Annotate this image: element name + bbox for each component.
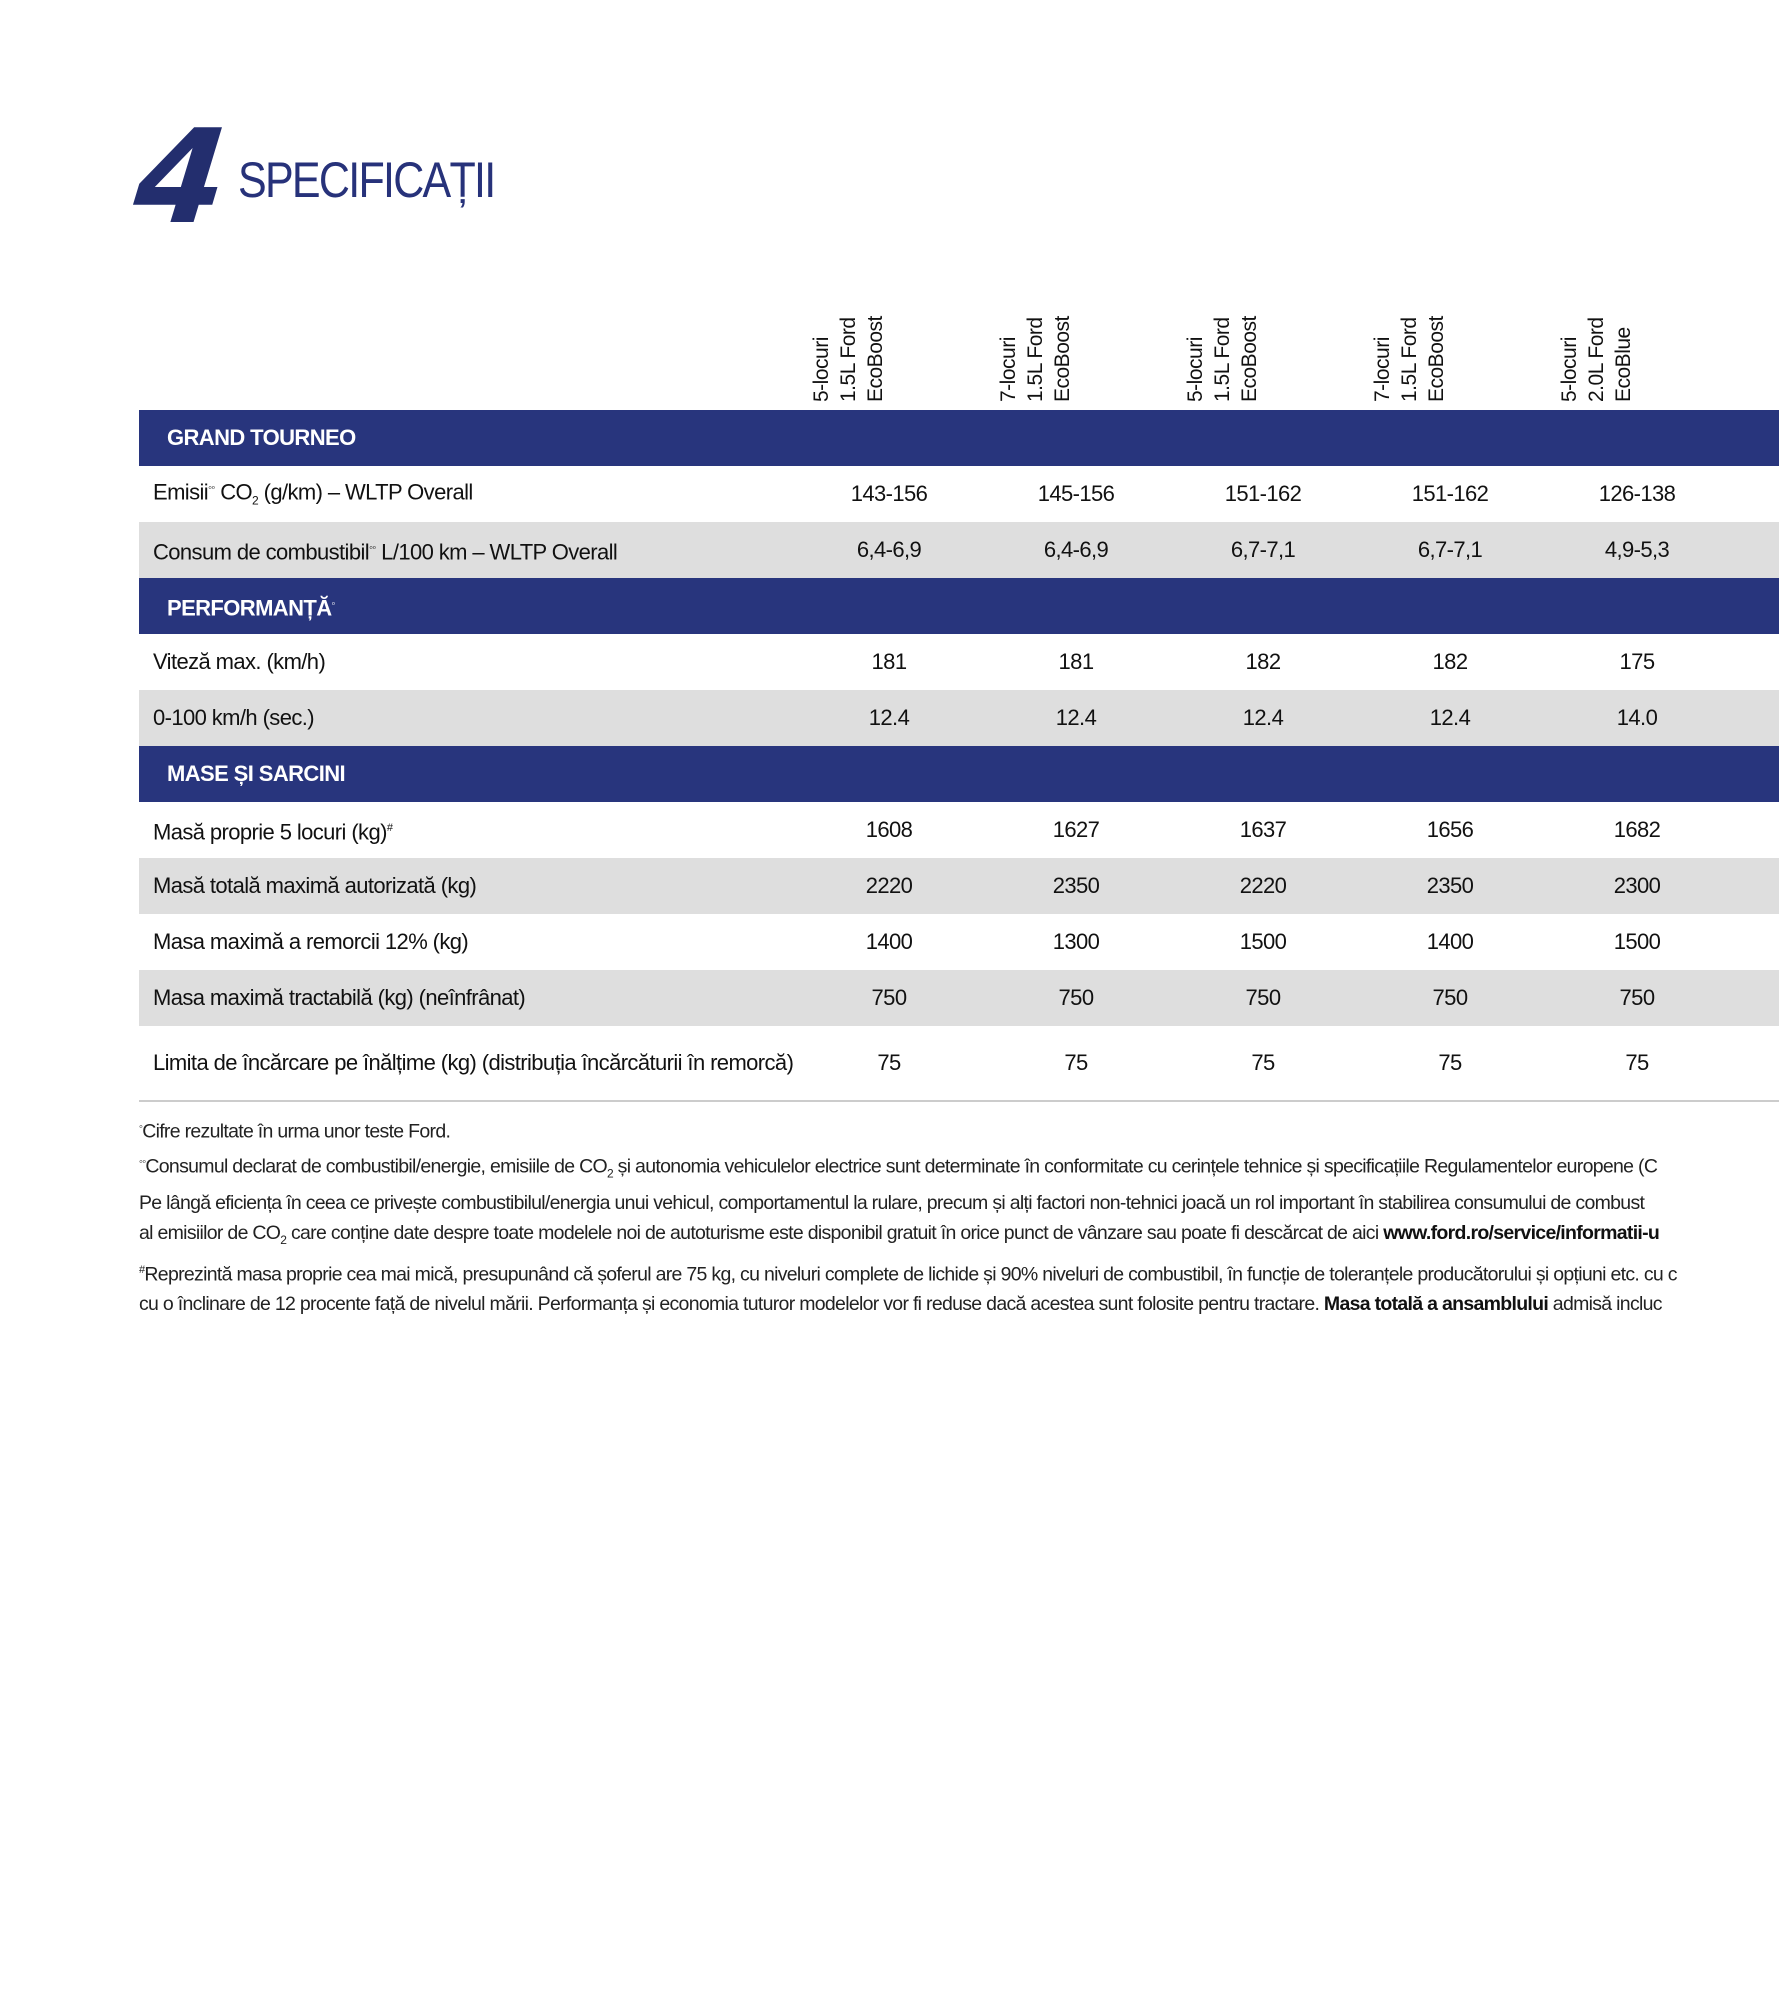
table-cell: 181 [1058, 649, 1094, 674]
table-cell: 1637 [1239, 817, 1287, 842]
table-cell: 4,9-5,3 [1604, 537, 1670, 562]
row-label: Masa maximă tractabilă (kg) (neînfrânat) [153, 985, 526, 1010]
row-label: Viteză max. (km/h) [153, 649, 326, 674]
table-cell: 12.4 [1429, 705, 1471, 730]
table-cell: 750 [1432, 985, 1468, 1010]
chapter-number: 4 [128, 101, 235, 253]
table-cell: 182 [1432, 649, 1468, 674]
table-cell: 1300 [1052, 929, 1100, 954]
table-cell: 2220 [1239, 873, 1287, 898]
table-cell: 145-156 [1037, 481, 1115, 506]
row-label: Masa maximă a remorcii 12% (kg) [153, 929, 469, 954]
spec-table [139, 410, 1779, 1102]
table-cell: 750 [1245, 985, 1281, 1010]
row-label: Masă totală maximă autorizată (kg) [153, 873, 477, 898]
table-row-speed [139, 634, 1779, 690]
column-header-1: 5-locuri 1.5L Ford EcoBoost [810, 316, 887, 402]
table-cell: 75 [877, 1050, 901, 1075]
table-cell: 1400 [1426, 929, 1474, 954]
table-cell: 151-162 [1411, 481, 1489, 506]
table-cell: 75 [1064, 1050, 1088, 1075]
table-cell: 750 [871, 985, 907, 1010]
section-grand-tourneo: GRAND TOURNEO [139, 410, 1779, 466]
footnote-kerb-mass: #Reprezintă masa proprie cea mai mică, presupunând că șoferul are 75 kg, cu niveluri complete de lichide și 90% niveluri de combustibil, în funcție de toleranțele producătorului și opțiuni etc. cu c [139, 1263, 1677, 1286]
table-cell: 12.4 [1242, 705, 1284, 730]
footnote-consumption-cont2: al emisiilor de $CO_2$ care conține date despre toate modelele noi de autoturisme este disponibil gratuit în orice punct de vânzare sau poate fi descărcat de aici www.ford.ro/service/informatii-u [139, 1221, 1660, 1247]
table-cell: 12.4 [868, 705, 910, 730]
table-row-trailer-mass [139, 914, 1779, 970]
section-performance: PERFORMANȚĂ◦ [139, 578, 1779, 634]
table-cell: 1656 [1426, 817, 1474, 842]
table-cell: 14.0 [1616, 705, 1658, 730]
table-cell: 12.4 [1055, 705, 1097, 730]
table-cell: 750 [1619, 985, 1655, 1010]
footnote-consumption: ◦◦Consumul declarat de combustibil/energie, emisiile de $CO_2$ și autonomia vehiculelor electrice sunt determinate în conformitate cu cerințele tehnice și specificațiile Regulamentelor europene (C [139, 1155, 1658, 1180]
table-cell: 182 [1245, 649, 1281, 674]
table-cell: 1608 [865, 817, 913, 842]
table-cell: 6,7-7,1 [1230, 537, 1296, 562]
row-label: 0-100 km/h (sec.) [153, 705, 314, 730]
footnotes [139, 1112, 1779, 1319]
table-cell: 175 [1619, 649, 1655, 674]
table-cell: 6,4-6,9 [856, 537, 922, 562]
table-row-kerb-mass [139, 802, 1779, 858]
table-cell: 1500 [1613, 929, 1661, 954]
table-row-co2 [139, 466, 1779, 522]
table-cell: 2220 [865, 873, 913, 898]
table-cell: 75 [1625, 1050, 1649, 1075]
table-row-nose-weight [139, 1026, 1779, 1102]
table-cell: 2350 [1052, 873, 1100, 898]
column-header-5: 5-locuri 2.0L Ford EcoBlue [1558, 317, 1635, 402]
column-header-3: 5-locuri 1.5L Ford EcoBoost [1184, 316, 1261, 402]
table-cell: 6,4-6,9 [1043, 537, 1109, 562]
page-title: SPECIFICAȚII [238, 152, 495, 208]
footnote-tests: ◦Cifre rezultate în urma unor teste Ford. [139, 1120, 451, 1143]
table-row-gross-mass [139, 858, 1779, 914]
table-cell: 151-162 [1224, 481, 1302, 506]
ford-service-link[interactable]: www.ford.ro/service/informatii-u [1383, 1221, 1660, 1244]
column-header-2: 7-locuri 1.5L Ford EcoBoost [997, 316, 1074, 402]
row-label: Masă proprie 5 locuri (kg)# [153, 819, 393, 845]
table-cell: 750 [1058, 985, 1094, 1010]
table-cell: 2350 [1426, 873, 1474, 898]
table-cell: 75 [1251, 1050, 1275, 1075]
table-cell: 75 [1438, 1050, 1462, 1075]
table-cell: 1682 [1613, 817, 1661, 842]
table-cell: 1627 [1052, 817, 1100, 842]
table-row-unbraked-mass [139, 970, 1779, 1026]
row-label: Emisii◦◦ $CO_2$ (g/km) – WLTP Overall [153, 478, 473, 508]
table-cell: 6,7-7,1 [1417, 537, 1483, 562]
footnote-kerb-mass-cont: cu o înclinare de 12 procente față de nivelul mării. Performanța și economia tuturor modelelor vor fi reduse dacă acestea sunt folosite pentru tractare. Masa totală a ansamblului admisă incluc [139, 1293, 1662, 1316]
row-label: Limita de încărcare pe înălțime (kg) (distribuția încărcăturii în remorcă) [153, 1050, 794, 1075]
table-cell: 126-138 [1598, 481, 1676, 506]
table-cell: 143-156 [850, 481, 928, 506]
footnote-consumption-cont: Pe lângă eficiența în ceea ce privește combustibilul/energia unui vehicul, comportamentul la rulare, precum și alți factori non-tehnici joacă un rol important în stabilirea consumului de combust [139, 1191, 1645, 1214]
row-label: Consum de combustibil◦◦ L/100 km – WLTP Overall [153, 539, 618, 565]
column-header-4: 7-locuri 1.5L Ford EcoBoost [1371, 316, 1448, 402]
table-cell: 181 [871, 649, 907, 674]
section-masses: MASE ȘI SARCINI [139, 746, 1779, 802]
table-row-fuel [139, 522, 1779, 578]
table-cell: 2300 [1613, 873, 1661, 898]
table-cell: 1400 [865, 929, 913, 954]
table-cell: 1500 [1239, 929, 1287, 954]
table-row-acceleration [139, 690, 1779, 746]
